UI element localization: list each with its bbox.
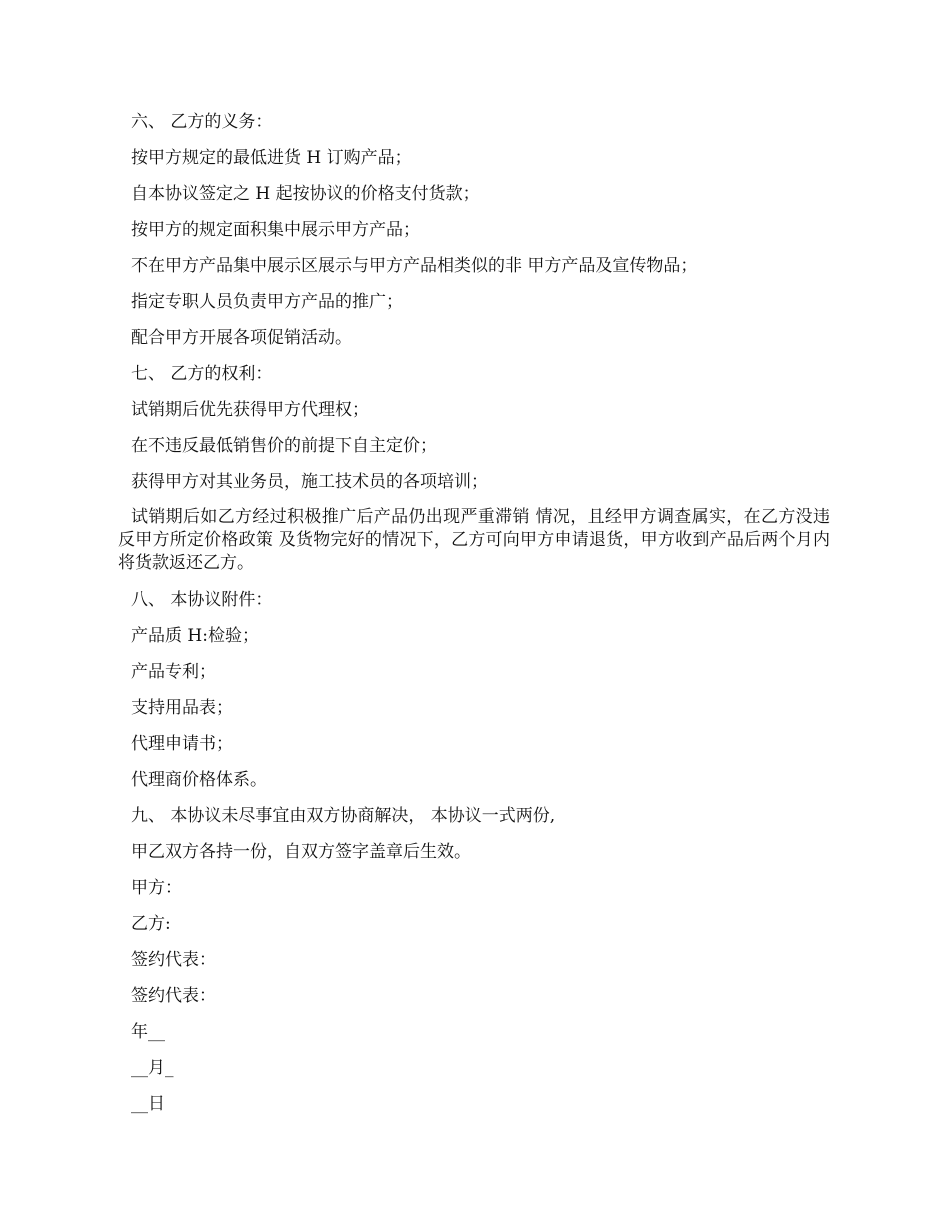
section-7-heading: 七、 乙方的权利： (131, 364, 273, 384)
right-item: 试销期后优先获得甲方代理权； (131, 400, 369, 420)
return-clause-paragraph: 试销期后如乙方经过积极推广后产品仍出现严重滞销 情况，且经甲方调查属实，在乙方没违反甲方所定价格政策 及货物完好的情况下，乙方可向甲方申请退货，甲方收到产品后两个月内将货款返还乙方。 (118, 507, 830, 573)
year-line: 年__ (131, 1022, 165, 1042)
section-6-heading: 六、 乙方的义务： (131, 112, 273, 132)
right-item: 在不违反最低销售价的前提下自主定价； (131, 436, 437, 456)
attachment-item: 产品质 H:检验； (131, 626, 259, 646)
obligation-item: 自本协议签定之 H 起按协议的价格支付货款； (131, 184, 480, 204)
obligation-item: 配合甲方开展各项促销活动。 (131, 328, 352, 348)
section-8-heading: 八、 本协议附件： (131, 590, 273, 610)
attachment-item: 产品专利； (131, 662, 216, 682)
obligation-item: 按甲方的规定面积集中展示甲方产品； (131, 220, 420, 240)
obligation-item: 按甲方规定的最低进货 H 订购产品； (131, 148, 412, 168)
obligation-item: 指定专职人员负责甲方产品的推广； (131, 292, 403, 312)
document-body (118, 110, 830, 1128)
month-line: __月_ (131, 1058, 174, 1078)
day-line: __日 (131, 1094, 165, 1114)
attachment-item: 代理申请书； (131, 734, 233, 754)
party-b-label: 乙方: (131, 914, 171, 934)
signatory-label: 签约代表： (131, 986, 216, 1006)
attachment-item: 支持用品表； (131, 698, 233, 718)
party-a-label: 甲方： (131, 878, 182, 898)
signatory-label: 签约代表： (131, 950, 216, 970)
attachment-item: 代理商价格体系。 (131, 770, 267, 790)
section-9-heading: 九、 本协议未尽事宜由双方协商解决， 本协议一式两份, (131, 806, 556, 826)
effectiveness-line: 甲乙双方各持一份，自双方签字盖章后生效。 (131, 842, 471, 862)
right-item: 获得甲方对其业务员，施工技术员的各项培训； (131, 472, 488, 492)
obligation-item: 不在甲方产品集中展示区展示与甲方产品相类似的非 甲方产品及宣传物品； (131, 256, 698, 276)
